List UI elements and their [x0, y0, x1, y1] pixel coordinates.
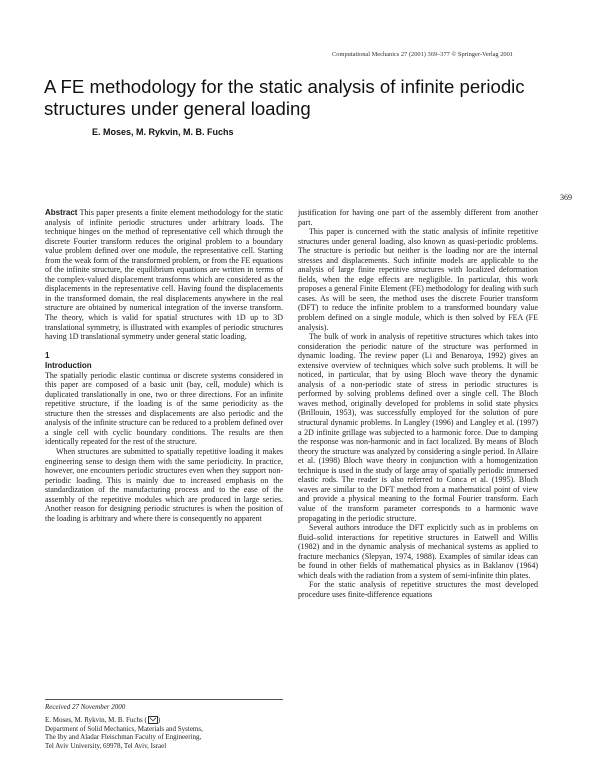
- affiliation-line: Tel Aviv University, 69978, Tel Aviv, Israel: [45, 741, 167, 750]
- body-paragraph: This paper is concerned with the static analysis of infinite repetitive structures under general loading, also known as quasi-periodic problems. The structure is periodic but neither is the loading nor are the internal stresses and displacements. Such infinite models are applicable to the analysis of large finite repetitive structures with localized deformation fields, when the edge effects are negligible. In particular, this work proposes a general Finite Element (FE) methodology for dealing with such cases. As will be seen, the method uses the discrete Fourier transform (DFT) to reduce the infinite problem to a transformed boundary value problem defined on a single module, which is then solved by FEA (FE analysis).: [298, 227, 538, 332]
- envelope-icon: [148, 716, 158, 724]
- journal-citation: Computational Mechanics 27 (2001) 369–377 © Springer-Verlag 2001: [332, 51, 513, 58]
- affiliation-line: Department of Solid Mechanics, Materials and Systems,: [45, 724, 203, 733]
- author-list: E. Moses, M. Rykvin, M. B. Fuchs: [92, 127, 234, 137]
- body-paragraph: Several authors introduce the DFT explicitly such as in problems on fluid–solid interactions for repetitive structures in Eatwell and Willis (1982) and in the dynamic analysis of mechanical systems as applied to fracture mechanics (Slepyan, 1974, 1988). Examples of similar ideas can be found in other fields of mathematical physics as in Baklanov (1964) which deals with the radiation from a system of semi-infinite thin plates.: [298, 523, 538, 580]
- author-affiliation: [45, 716, 283, 750]
- abstract-text: This paper presents a finite element methodology for the static analysis of infinite periodic structures under arbitrary loads. The technique hinges on the method of representative cell which through the discrete Fourier transform reduces the original problem to a boundary value problem defined over one module, the representative cell. Starting from the weak form of the transformed problem, or from the FE equations of the infinite structure, the equilibrium equations are written in terms of the complex-valued displacement transforms which are considered as the displacements in the representative cell. Having found the displacements in the transformed domain, the real displacements anywhere in the real structure are obtained by numerical integration of the inverse transform. The theory, which is valid for spatial structures with 1D up to 3D translational symmetry, is illustrated with examples of periodic structures having 1D translational symmetry under general static loading.: [45, 208, 283, 342]
- received-date: Received 27 November 2000: [45, 703, 126, 711]
- affiliation-authors: E. Moses, M. Rykvin, M. B. Fuchs: [45, 716, 143, 724]
- body-paragraph: The bulk of work in analysis of repetitive structures which takes into consideration the periodic nature of the structure was performed in dynamic loading. The review paper (Li and Benaroya, 1992) gives an extensive overview of techniques which solve such problems. It will be noticed, in particular, that by using Bloch wave theory the dynamic analysis of a non-periodic state of stress in periodic structures is performed by solving problems defined over a single cell. The Bloch waves method, originally developed for problems in solid state physics (Brillouin, 1953), was successfully employed for the solution of pure structural dynamic problems. In Langley (1996) and Langley et al. (1997) a 2D infinite grillage was subjected to a harmonic force. Due to damping the response was non-harmonic and in fact localized. By means of Bloch theory the structure was analyzed by considering a single period. In Allaire et al. (1998) Bloch wave theory in conjunction with a homogenization technique is used in the study of large array of spatially periodic immersed elastic rods. The reader is also referred to Conca et al. (1995). Bloch waves are similar to the DFT method from a mathematical point of view and provide a physical meaning to the formal Fourier transform. Each value of the transform parameter corresponds to a harmonic wave propagating in the periodic structure.: [298, 332, 538, 523]
- footnote-divider: [45, 699, 283, 700]
- left-column: [45, 208, 283, 523]
- body-paragraph: For the static analysis of repetitive structures the most developed procedure uses finite-difference equations: [298, 580, 538, 599]
- intro-paragraph: When structures are submitted to spatially repetitive loading it makes engineering sense to design them with the same periodicity. In practice, however, one encounters periodic structures even when they support non-periodic loading. This is mainly due to increased emphasis on the standardization of the manufacturing process and to the ease of the assembly of the repetitive modules which are produced in large series. Another reason for designing periodic structures is when the position of the loading is arbitrary and where there is consequently no apparent: [45, 447, 283, 523]
- section-number: 1: [45, 350, 50, 360]
- body-paragraph: justification for having one part of the assembly different from another part.: [298, 208, 538, 227]
- paper-title: A FE methodology for the static analysis of infinite periodic structures under general loading: [44, 76, 525, 119]
- affiliation-authors-line: E. Moses, M. Rykvin, M. B. Fuchs ( ): [45, 716, 161, 724]
- affiliation-line: The Iby and Aladar Fleischman Faculty of Engineering,: [45, 733, 202, 742]
- abstract: [45, 208, 283, 342]
- abstract-label: Abstract: [45, 208, 78, 217]
- intro-paragraph: The spatially periodic elastic continua or discrete systems considered in this paper are composed of a basic unit (bay, cell, module) which is duplicated translationally in one, two or three directions. For an infinite repetitive structure, if the loading is of the same periodicity as the structure then the stresses and displacements are also periodic and the analysis of the infinite structure can be reduced to a problem defined over a single cell with cyclic boundary conditions. The results are then identically repeated for the rest of the structure.: [45, 370, 283, 447]
- right-column: [298, 208, 538, 599]
- section-title: Introduction: [45, 360, 92, 370]
- page-number: 369: [560, 193, 572, 202]
